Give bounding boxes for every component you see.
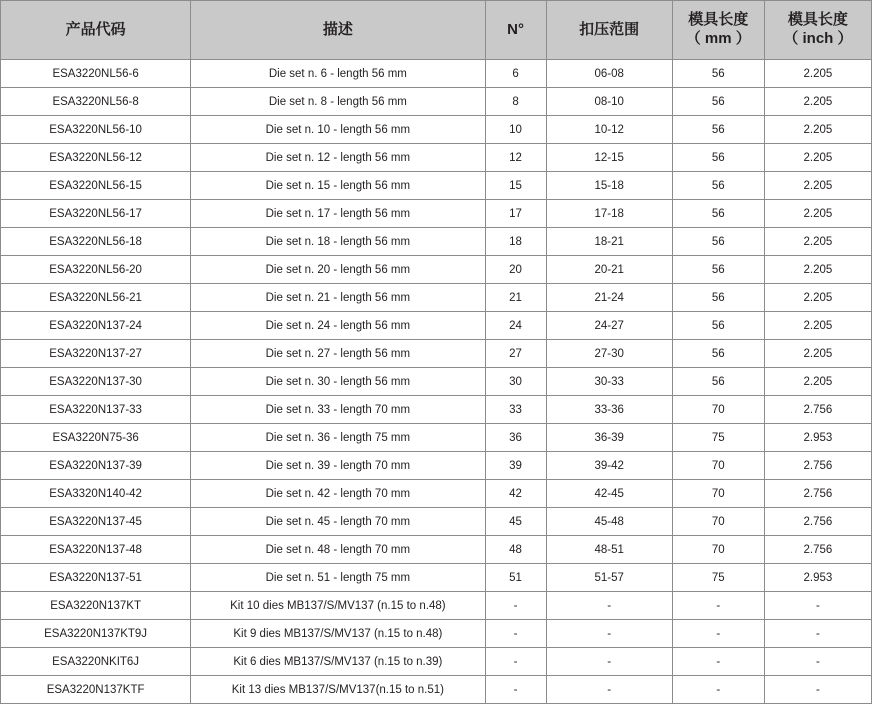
table-row — [1, 424, 872, 452]
table-row — [1, 396, 872, 424]
cell-number: 42 — [485, 480, 546, 508]
cell-product-code: ESA3220NL56-6 — [1, 60, 191, 88]
cell-crimp-range: - — [546, 620, 672, 648]
table-row — [1, 592, 872, 620]
cell-die-length-inch: - — [764, 676, 871, 704]
cell-description: Die set n. 20 - length 56 mm — [191, 256, 485, 284]
table-row — [1, 368, 872, 396]
cell-number: 6 — [485, 60, 546, 88]
cell-crimp-range: 21-24 — [546, 284, 672, 312]
cell-die-length-mm: 56 — [672, 144, 764, 172]
cell-number: - — [485, 676, 546, 704]
cell-die-length-mm: 56 — [672, 88, 764, 116]
cell-description: Die set n. 6 - length 56 mm — [191, 60, 485, 88]
cell-product-code: ESA3220N137-30 — [1, 368, 191, 396]
cell-description: Kit 10 dies MB137/S/MV137 (n.15 to n.48) — [191, 592, 485, 620]
table-row — [1, 676, 872, 704]
cell-die-length-inch: 2.953 — [764, 424, 871, 452]
column-header-die-length-mm — [672, 1, 764, 60]
table-row — [1, 60, 872, 88]
cell-die-length-mm: - — [672, 620, 764, 648]
cell-description: Die set n. 8 - length 56 mm — [191, 88, 485, 116]
table-row — [1, 564, 872, 592]
column-header-number — [485, 1, 546, 60]
cell-number: 8 — [485, 88, 546, 116]
column-header-die-length-mm-label: 模具长度 — [688, 11, 749, 29]
cell-product-code: ESA3220N137KTF — [1, 676, 191, 704]
table-body — [1, 60, 872, 704]
table-row — [1, 172, 872, 200]
cell-crimp-range: 08-10 — [546, 88, 672, 116]
cell-die-length-mm: - — [672, 676, 764, 704]
cell-crimp-range: 17-18 — [546, 200, 672, 228]
cell-die-length-inch: 2.205 — [764, 228, 871, 256]
cell-product-code: ESA3220N137-27 — [1, 340, 191, 368]
cell-description: Die set n. 36 - length 75 mm — [191, 424, 485, 452]
cell-number: 10 — [485, 116, 546, 144]
cell-die-length-mm: - — [672, 592, 764, 620]
cell-product-code: ESA3220N137-24 — [1, 312, 191, 340]
table-row — [1, 228, 872, 256]
cell-die-length-mm: 56 — [672, 256, 764, 284]
column-header-description-label: 描述 — [322, 20, 353, 38]
cell-number: 48 — [485, 536, 546, 564]
cell-die-length-inch: 2.756 — [764, 452, 871, 480]
cell-crimp-range: 06-08 — [546, 60, 672, 88]
cell-description: Die set n. 42 - length 70 mm — [191, 480, 485, 508]
table-row — [1, 200, 872, 228]
cell-product-code: ESA3220NKIT6J — [1, 648, 191, 676]
table-row — [1, 284, 872, 312]
table-row — [1, 88, 872, 116]
cell-die-length-mm: 56 — [672, 60, 764, 88]
cell-die-length-mm: 70 — [672, 480, 764, 508]
cell-description: Die set n. 17 - length 56 mm — [191, 200, 485, 228]
cell-die-length-mm: 70 — [672, 536, 764, 564]
table-row — [1, 480, 872, 508]
cell-description: Kit 9 dies MB137/S/MV137 (n.15 to n.48) — [191, 620, 485, 648]
cell-number: 21 — [485, 284, 546, 312]
cell-number: 12 — [485, 144, 546, 172]
cell-die-length-mm: 56 — [672, 312, 764, 340]
cell-product-code: ESA3220N75-36 — [1, 424, 191, 452]
table-header — [1, 1, 872, 60]
cell-number: - — [485, 592, 546, 620]
cell-description: Die set n. 18 - length 56 mm — [191, 228, 485, 256]
cell-description: Die set n. 51 - length 75 mm — [191, 564, 485, 592]
cell-product-code: ESA3220NL56-12 — [1, 144, 191, 172]
cell-crimp-range: 51-57 — [546, 564, 672, 592]
column-header-die-length-mm-unit: （ mm ） — [685, 30, 751, 47]
table-row — [1, 116, 872, 144]
cell-die-length-mm: 56 — [672, 368, 764, 396]
cell-description: Die set n. 39 - length 70 mm — [191, 452, 485, 480]
cell-die-length-inch: 2.205 — [764, 144, 871, 172]
cell-crimp-range: 48-51 — [546, 536, 672, 564]
cell-die-length-mm: 70 — [672, 508, 764, 536]
cell-die-length-inch: 2.205 — [764, 368, 871, 396]
cell-die-length-inch: - — [764, 592, 871, 620]
cell-number: 27 — [485, 340, 546, 368]
cell-die-length-inch: - — [764, 648, 871, 676]
column-header-description — [191, 1, 485, 60]
cell-die-length-mm: 70 — [672, 396, 764, 424]
column-header-die-length-inch-label: 模具长度 — [787, 11, 848, 29]
cell-description: Die set n. 48 - length 70 mm — [191, 536, 485, 564]
cell-crimp-range: 12-15 — [546, 144, 672, 172]
cell-die-length-inch: 2.756 — [764, 508, 871, 536]
cell-die-length-inch: 2.205 — [764, 172, 871, 200]
cell-number: 45 — [485, 508, 546, 536]
cell-product-code: ESA3220N137-39 — [1, 452, 191, 480]
cell-number: 39 — [485, 452, 546, 480]
cell-number: 51 — [485, 564, 546, 592]
cell-product-code: ESA3220NL56-8 — [1, 88, 191, 116]
cell-product-code: ESA3220N137KT9J — [1, 620, 191, 648]
cell-crimp-range: 42-45 — [546, 480, 672, 508]
column-header-number-label: N° — [507, 20, 524, 38]
cell-die-length-inch: 2.205 — [764, 340, 871, 368]
cell-number: 24 — [485, 312, 546, 340]
cell-die-length-mm: 75 — [672, 424, 764, 452]
table-row — [1, 508, 872, 536]
cell-die-length-inch: 2.756 — [764, 396, 871, 424]
cell-product-code: ESA3220N137-51 — [1, 564, 191, 592]
cell-number: 30 — [485, 368, 546, 396]
cell-crimp-range: 45-48 — [546, 508, 672, 536]
cell-crimp-range: 36-39 — [546, 424, 672, 452]
cell-die-length-inch: 2.205 — [764, 200, 871, 228]
cell-description: Die set n. 15 - length 56 mm — [191, 172, 485, 200]
table-row — [1, 312, 872, 340]
column-header-die-length-inch — [764, 1, 871, 60]
cell-product-code: ESA3220NL56-10 — [1, 116, 191, 144]
cell-die-length-mm: - — [672, 648, 764, 676]
cell-die-length-inch: 2.205 — [764, 116, 871, 144]
cell-crimp-range: 33-36 — [546, 396, 672, 424]
table-row — [1, 340, 872, 368]
cell-number: 36 — [485, 424, 546, 452]
cell-description: Die set n. 30 - length 56 mm — [191, 368, 485, 396]
cell-die-length-mm: 75 — [672, 564, 764, 592]
cell-product-code: ESA3220NL56-15 — [1, 172, 191, 200]
cell-description: Kit 13 dies MB137/S/MV137(n.15 to n.51) — [191, 676, 485, 704]
cell-product-code: ESA3220N137-45 — [1, 508, 191, 536]
cell-product-code: ESA3220NL56-17 — [1, 200, 191, 228]
cell-die-length-mm: 56 — [672, 200, 764, 228]
cell-number: - — [485, 620, 546, 648]
cell-description: Kit 6 dies MB137/S/MV137 (n.15 to n.39) — [191, 648, 485, 676]
column-header-crimp-range-label: 扣压范围 — [579, 20, 640, 38]
table-row — [1, 620, 872, 648]
cell-product-code: ESA3220NL56-18 — [1, 228, 191, 256]
cell-product-code: ESA3320N140-42 — [1, 480, 191, 508]
cell-crimp-range: 39-42 — [546, 452, 672, 480]
cell-product-code: ESA3220NL56-20 — [1, 256, 191, 284]
cell-crimp-range: 18-21 — [546, 228, 672, 256]
cell-product-code: ESA3220NL56-21 — [1, 284, 191, 312]
cell-die-length-mm: 56 — [672, 172, 764, 200]
table-row — [1, 144, 872, 172]
cell-die-length-mm: 70 — [672, 452, 764, 480]
cell-crimp-range: - — [546, 592, 672, 620]
cell-crimp-range: 10-12 — [546, 116, 672, 144]
cell-die-length-mm: 56 — [672, 116, 764, 144]
cell-number: - — [485, 648, 546, 676]
column-header-product-code-label: 产品代码 — [65, 20, 126, 38]
cell-description: Die set n. 24 - length 56 mm — [191, 312, 485, 340]
cell-die-length-mm: 56 — [672, 228, 764, 256]
cell-die-length-inch: 2.953 — [764, 564, 871, 592]
cell-number: 17 — [485, 200, 546, 228]
cell-product-code: ESA3220N137KT — [1, 592, 191, 620]
cell-description: Die set n. 10 - length 56 mm — [191, 116, 485, 144]
cell-description: Die set n. 33 - length 70 mm — [191, 396, 485, 424]
cell-die-length-inch: 2.205 — [764, 284, 871, 312]
cell-die-length-inch: - — [764, 620, 871, 648]
cell-number: 15 — [485, 172, 546, 200]
cell-number: 20 — [485, 256, 546, 284]
column-header-product-code — [1, 1, 191, 60]
table-row — [1, 648, 872, 676]
cell-crimp-range: 15-18 — [546, 172, 672, 200]
cell-crimp-range: - — [546, 648, 672, 676]
cell-die-length-mm: 56 — [672, 340, 764, 368]
cell-die-length-inch: 2.205 — [764, 312, 871, 340]
cell-die-length-inch: 2.756 — [764, 536, 871, 564]
cell-product-code: ESA3220N137-33 — [1, 396, 191, 424]
cell-crimp-range: - — [546, 676, 672, 704]
cell-crimp-range: 30-33 — [546, 368, 672, 396]
cell-description: Die set n. 12 - length 56 mm — [191, 144, 485, 172]
cell-description: Die set n. 45 - length 70 mm — [191, 508, 485, 536]
cell-die-length-inch: 2.756 — [764, 480, 871, 508]
cell-crimp-range: 24-27 — [546, 312, 672, 340]
cell-number: 18 — [485, 228, 546, 256]
cell-crimp-range: 27-30 — [546, 340, 672, 368]
cell-crimp-range: 20-21 — [546, 256, 672, 284]
table-row — [1, 452, 872, 480]
table-row — [1, 536, 872, 564]
table-row — [1, 256, 872, 284]
cell-number: 33 — [485, 396, 546, 424]
table-header-row — [1, 1, 872, 60]
cell-product-code: ESA3220N137-48 — [1, 536, 191, 564]
cell-die-length-mm: 56 — [672, 284, 764, 312]
cell-description: Die set n. 21 - length 56 mm — [191, 284, 485, 312]
cell-description: Die set n. 27 - length 56 mm — [191, 340, 485, 368]
column-header-die-length-inch-unit: （ inch ） — [783, 30, 853, 47]
cell-die-length-inch: 2.205 — [764, 256, 871, 284]
cell-die-length-inch: 2.205 — [764, 88, 871, 116]
cell-die-length-inch: 2.205 — [764, 60, 871, 88]
column-header-crimp-range — [546, 1, 672, 60]
